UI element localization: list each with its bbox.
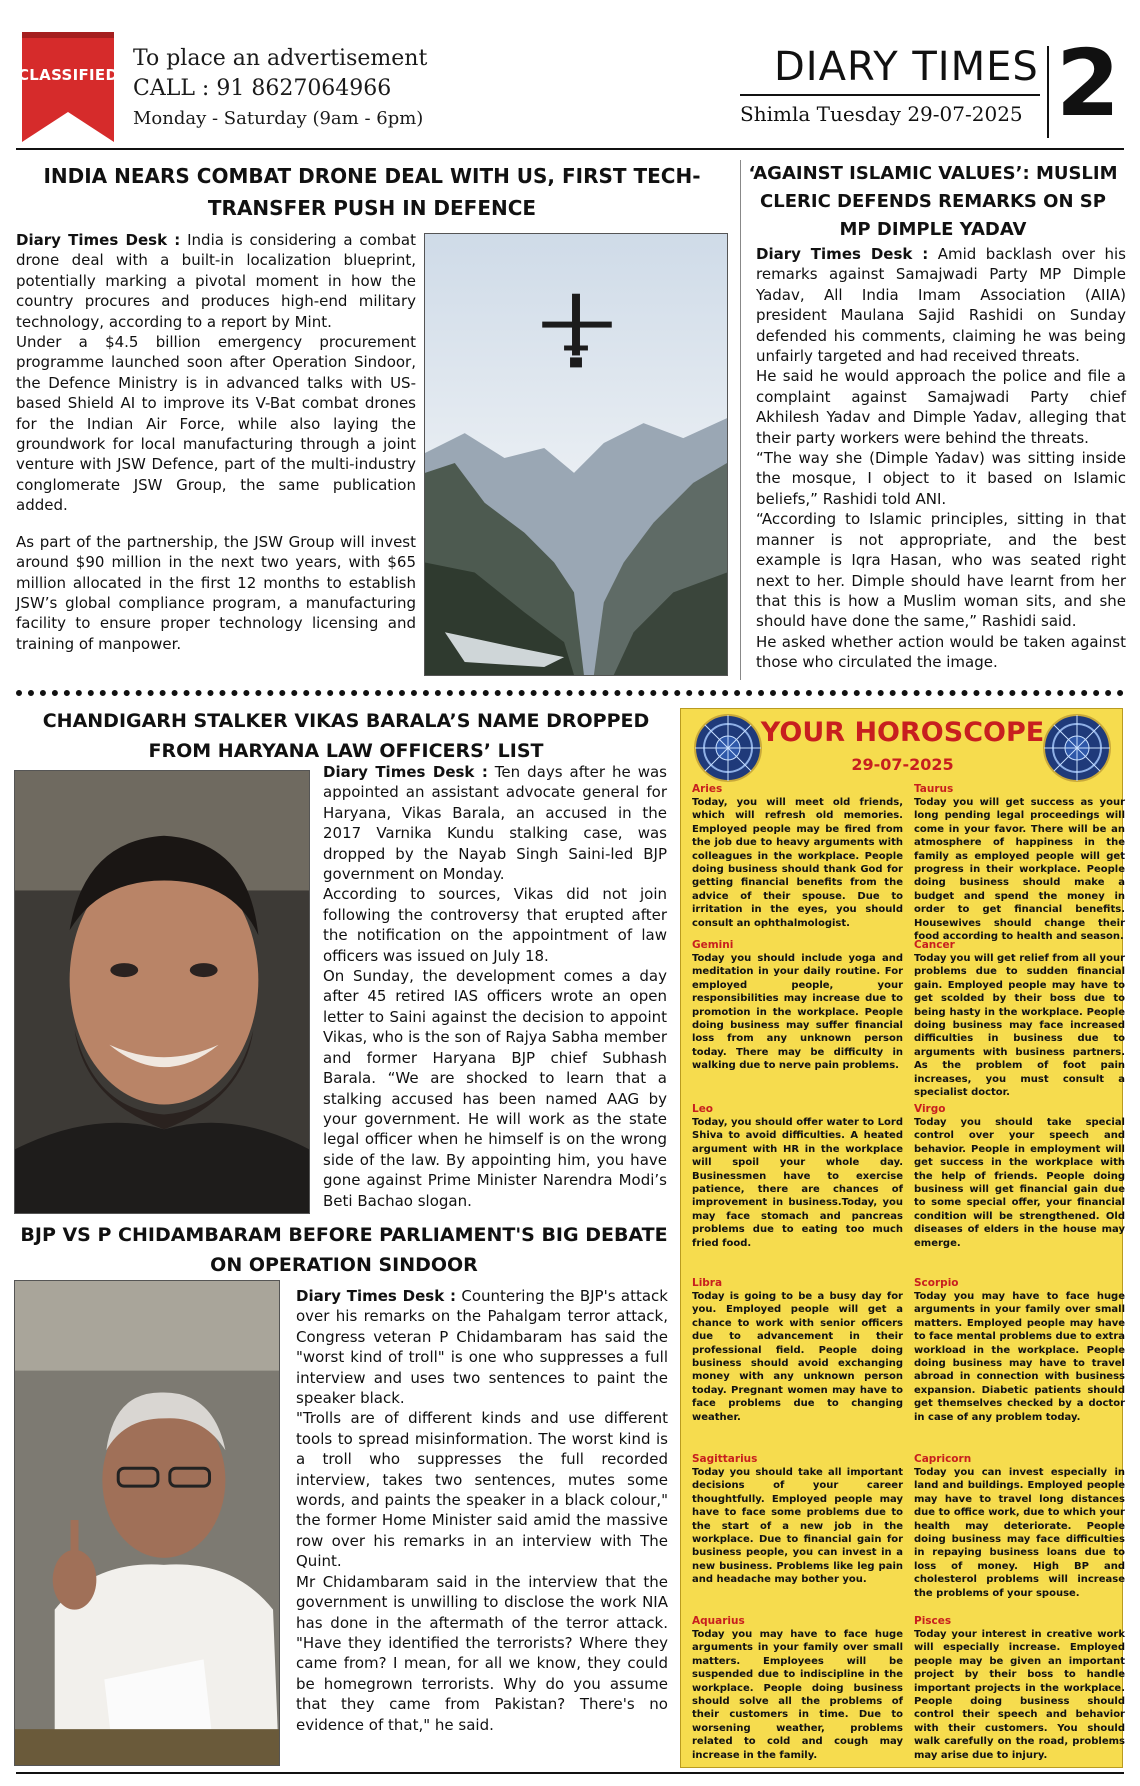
classified-label: CLASSIFIED xyxy=(18,66,119,84)
sign-capricorn xyxy=(914,1453,1125,1600)
masthead-rule xyxy=(740,94,1040,96)
article3-headline: CHANDIGARH STALKER VIKAS BARALA’S NAME DROPPED FROM HARYANA LAW OFFICERS’ LIST xyxy=(42,710,650,762)
article4-desk: Diary Times Desk : xyxy=(296,1287,456,1305)
sign-text: Today you may have to face huge arguments in your family over small matters. Employed people may have to face mental problems due to extra workload in the workplace. People doing business may have to travel abroad in connection with business expansion. Diabetic patients should get themselves checked by a doctor in case of any problem today. xyxy=(914,1291,1125,1423)
article2-desk: Diary Times Desk : xyxy=(756,245,929,263)
article1-headline: INDIA NEARS COMBAT DRONE DEAL WITH US, FIRST TECH-TRANSFER PUSH IN DEFENCE xyxy=(43,164,701,220)
article4-para-3: Mr Chidambaram said in the interview that the government is unwilling to disclose the work NIA has done in the aftermath of the terror attack. "Have they identified the terrorists? Where they came from? I mean, for all we know, they could be homegrown terrorists. Why do you assume that they came from Pakistan? There's no evidence of that," he said. xyxy=(296,1572,668,1734)
horoscope-title: YOUR HOROSCOPE xyxy=(760,717,1045,748)
article2-para-2: He said he would approach the police and file a complaint against Samajwadi Party chief Akhilesh Yadav and Dimple Yadav, alleging that their party workers were behind the threats. xyxy=(756,367,1126,447)
sign-text: Today you should take special control over your speech and behavior. People in employment will get success in the workplace with the help of friends. People doing business will get financial gain due to some special offer, your financial condition will be strengthened. Old diseases of elders in the house may emerge. xyxy=(914,1117,1125,1249)
sign-name: Sagittarius xyxy=(692,1453,758,1465)
article3-para-2: According to sources, Vikas did not join following the controversy that erupted after the notification on the appointment of law officers was issued on July 18. xyxy=(323,885,667,965)
sign-name: Aries xyxy=(692,783,723,795)
sign-name: Libra xyxy=(692,1277,723,1289)
horoscope-date: 29-07-2025 xyxy=(851,755,954,774)
sign-text: Today you should include yoga and meditation in your daily routine. For employed people, your responsibilities may increase due to promotion in the workplace. People doing business may suffer financial loss from any unknown person today. There may be difficulty in walking due to nerve pain problems. xyxy=(692,953,903,1072)
article1-para-1: India is considering a combat drone deal with a built-in localization blueprint, potentially marking a pivotal moment in how the country procures and produces high-end military technology, according to a report by Mint. xyxy=(16,231,416,331)
portrait-man-icon xyxy=(15,771,309,1213)
sign-text: Today you should take all important decisions of your career thoughtfully. Employed people may have to face some problems due to the start of a new job in the workplace. Due to financial gain for business people, you can invest in a new business. Problems like leg pain and headache may bother you. xyxy=(692,1467,903,1586)
sign-name: Leo xyxy=(692,1103,714,1115)
article3-para-3: On Sunday, the development comes a day after 45 retired IAS officers wrote an open letter to Saini against the decision to appoint Vikas, who is the son of Rajya Sabha member and former Haryana BJP chief Subhash Barala. “We are shocked to learn that a stalking accused has been named AAG by your government. He will work as the state legal officer when he himself is on the wrong side of the law. By appointing him, you have gone against Prime Minister Narendra Modi’s Beti Bachao slogan. xyxy=(323,967,667,1210)
sign-name: Pisces xyxy=(914,1615,952,1627)
drone-over-mountains-icon xyxy=(425,234,727,675)
sign-text: Today you will get relief from all your problems due to sudden financial gain. Employed people may have to get scolded by their boss due to being hasty in the workplace. People doing business may face increased difficulties in business due to arguments with business partners. As the problem of foot pain increases, you must consult a specialist doctor. xyxy=(914,953,1125,1099)
article1-para-2: Under a $4.5 billion emergency procurement programme launched soon after Operation Sindoor, the Defence Ministry is in advanced talks with US-based Shield AI to improve its V-Bat combat drones for the Indian Air Force, while also laying the groundwork for local manufacturing through a joint venture with JSW Defence, part of the multi-industry conglomerate JSW Group, the same publication added. xyxy=(16,333,416,515)
chidambaram-photo xyxy=(14,1280,280,1766)
sign-name: Capricorn xyxy=(914,1453,972,1465)
sign-cancer xyxy=(914,939,1125,1099)
sign-name: Taurus xyxy=(914,783,954,795)
article3-body xyxy=(323,762,667,1211)
sign-name: Aquarius xyxy=(692,1615,745,1627)
sign-taurus xyxy=(914,783,1125,943)
article4-para-1: Countering the BJP's attack over his remarks on the Pahalgam terror attack, Congress veteran P Chidambaram has said the "worst kind of troll" is one who suppresses a full interview and uses two sentences to paint the speaker black. xyxy=(296,1287,668,1408)
sign-pisces xyxy=(914,1615,1125,1762)
masthead xyxy=(740,44,1040,126)
sign-scorpio xyxy=(914,1277,1125,1424)
masthead-title: DIARY TIMES xyxy=(774,44,1039,90)
sign-libra xyxy=(692,1277,903,1424)
column-divider xyxy=(740,160,741,680)
advertisement-info xyxy=(133,44,427,134)
page-header xyxy=(0,0,1140,150)
article1-para-3: As part of the partnership, the JSW Group will invest around $90 million in the next two years, with $65 million allocated in the first 12 months to establish JSW’s global compliance program, a manufacturing facility to ensure proper technology licensing and training of manpower. xyxy=(16,532,416,653)
article2-para-3: “The way she (Dimple Yadav) was sitting inside the mosque, I object to it based on Islamic beliefs,” Rashidi told ANI. xyxy=(756,449,1126,508)
sign-text: Today you can invest especially in land and buildings. Employed people may have to travel long distances due to office work, due to which your health may deteriorate. People doing business may face difficulties in repaying business loans due to loss of money. High BP and cholesterol problems will increase the problems of your spouse. xyxy=(914,1467,1125,1599)
article2-body xyxy=(756,244,1126,673)
article4-body xyxy=(296,1286,668,1735)
article3-desk: Diary Times Desk : xyxy=(323,763,488,781)
ad-hours: Monday - Saturday (9am - 6pm) xyxy=(133,108,424,129)
header-rule xyxy=(16,148,1124,150)
dateline: Shimla Tuesday 29-07-2025 xyxy=(740,102,1023,126)
sign-aquarius xyxy=(692,1615,903,1762)
sign-sagittarius xyxy=(692,1453,903,1587)
article2-headline: ‘AGAINST ISLAMIC VALUES’: MUSLIM CLERIC DEFENDS REMARKS ON SP MP DIMPLE YADAV xyxy=(748,163,1118,240)
sign-text: Today is going to be a busy day for you. Employed people will get a chance to work with senior officers due to advancement in their professional field. People doing business should avoid exchanging money with any unknown person today. Pregnant women may have to face problems due to changing weather. xyxy=(692,1291,903,1423)
section-dotted-divider xyxy=(16,690,1124,696)
sign-name: Gemini xyxy=(692,939,734,951)
article4-para-2: "Trolls are of different kinds and use different tools to spread misinformation. The worst kind is a troll who suppresses the full recorded interview, takes two sentences, mutes some words, and paints the speaker in a black colour," the former Home Minister said amid the massive row over his remarks in an interview with The Quint. xyxy=(296,1409,668,1571)
article2-para-1: Amid backlash over his remarks against Samajwadi Party MP Dimple Yadav, All India Imam Association (AIIA) president Maulana Sajid Rashidi on Sunday defended his comments, claiming he was being unfairly targeted and had received threats. xyxy=(756,245,1126,366)
drone-photo xyxy=(424,233,728,676)
speaker-in-parliament-icon xyxy=(15,1281,279,1765)
sign-leo xyxy=(692,1103,903,1250)
article1-body xyxy=(16,230,416,654)
ad-phone: CALL : 91 8627064966 xyxy=(133,76,392,101)
sign-text: Today, you will meet old friends, which will refresh old memories. Employed people may be fired from the job due to heavy arguments with colleagues in the workplace. People doing business should thank God for getting financial benefits from the advice of their spouse. Due to irritation in the eyes, you should consult an ophthalmologist. xyxy=(692,797,903,929)
sign-text: Today your interest in creative work will especially increase. Employed people may be given an important project by their boss to handle important projects in the workplace. People doing business should control their speech and behavior with their customers. You should walk carefully on the road, problems may arise due to injury. xyxy=(914,1629,1125,1761)
article1-desk: Diary Times Desk : xyxy=(16,231,181,249)
classified-ribbon xyxy=(18,32,118,142)
page-number-divider xyxy=(1047,46,1049,138)
ribbon-shape-icon xyxy=(18,32,118,142)
page-number: 2 xyxy=(1056,30,1121,137)
article2-para-5: He asked whether action would be taken against those who circulated the image. xyxy=(756,632,1126,672)
sign-text: Today you will get success as your long pending legal proceedings will come in your favor. There will be an atmosphere of happiness in the family as employed people will get progress in their workplace. People doing business should make a budget and spend the money in order to get financial benefits. Housewives should change their food according to health and season. xyxy=(914,797,1125,943)
sign-text: Today you may have to face huge arguments in your family over small matters. Employees will be suspended due to indiscipline in the workplace. People doing business should solve all the problems of their customers in time. Due to worsening weather, problems related to cold and cough may increase in the family. xyxy=(692,1629,903,1761)
sign-aries xyxy=(692,783,903,930)
sign-gemini xyxy=(692,939,903,1073)
sign-virgo xyxy=(914,1103,1125,1250)
vikas-barala-photo xyxy=(14,770,310,1214)
horoscope-panel xyxy=(680,708,1123,1768)
article2-para-4: “According to Islamic principles, sitting in that manner is not appropriate, and the best example is Iqra Hasan, who was seated right next to her. Dimple should have learnt from her that this is how a Muslim woman sits, and she should have done the same,” Rashidi said. xyxy=(756,510,1126,631)
sign-name: Scorpio xyxy=(914,1277,959,1289)
sign-text: Today, you should offer water to Lord Shiva to avoid difficulties. A heated argument with HR in the workplace will spoil your whole day. Businessmen have to exercise patience, there are chances of improvement in business.Today, you may face stomach and pancreas problems due to eating too much fried food. xyxy=(692,1117,903,1249)
sign-name: Cancer xyxy=(914,939,955,951)
footer-rule xyxy=(16,1772,1124,1774)
article4-headline: BJP VS P CHIDAMBARAM BEFORE PARLIAMENT'S BIG DEBATE ON OPERATION SINDOOR xyxy=(20,1224,668,1276)
ad-line-1: To place an advertisement xyxy=(133,46,428,71)
sign-name: Virgo xyxy=(914,1103,946,1115)
article3-para-1: Ten days after he was appointed an assistant advocate general for Haryana, Vikas Barala, an accused in the 2017 Varnika Kundu stalking case, was dropped by the Nayab Singh Saini-led BJP government on Monday. xyxy=(323,763,667,884)
